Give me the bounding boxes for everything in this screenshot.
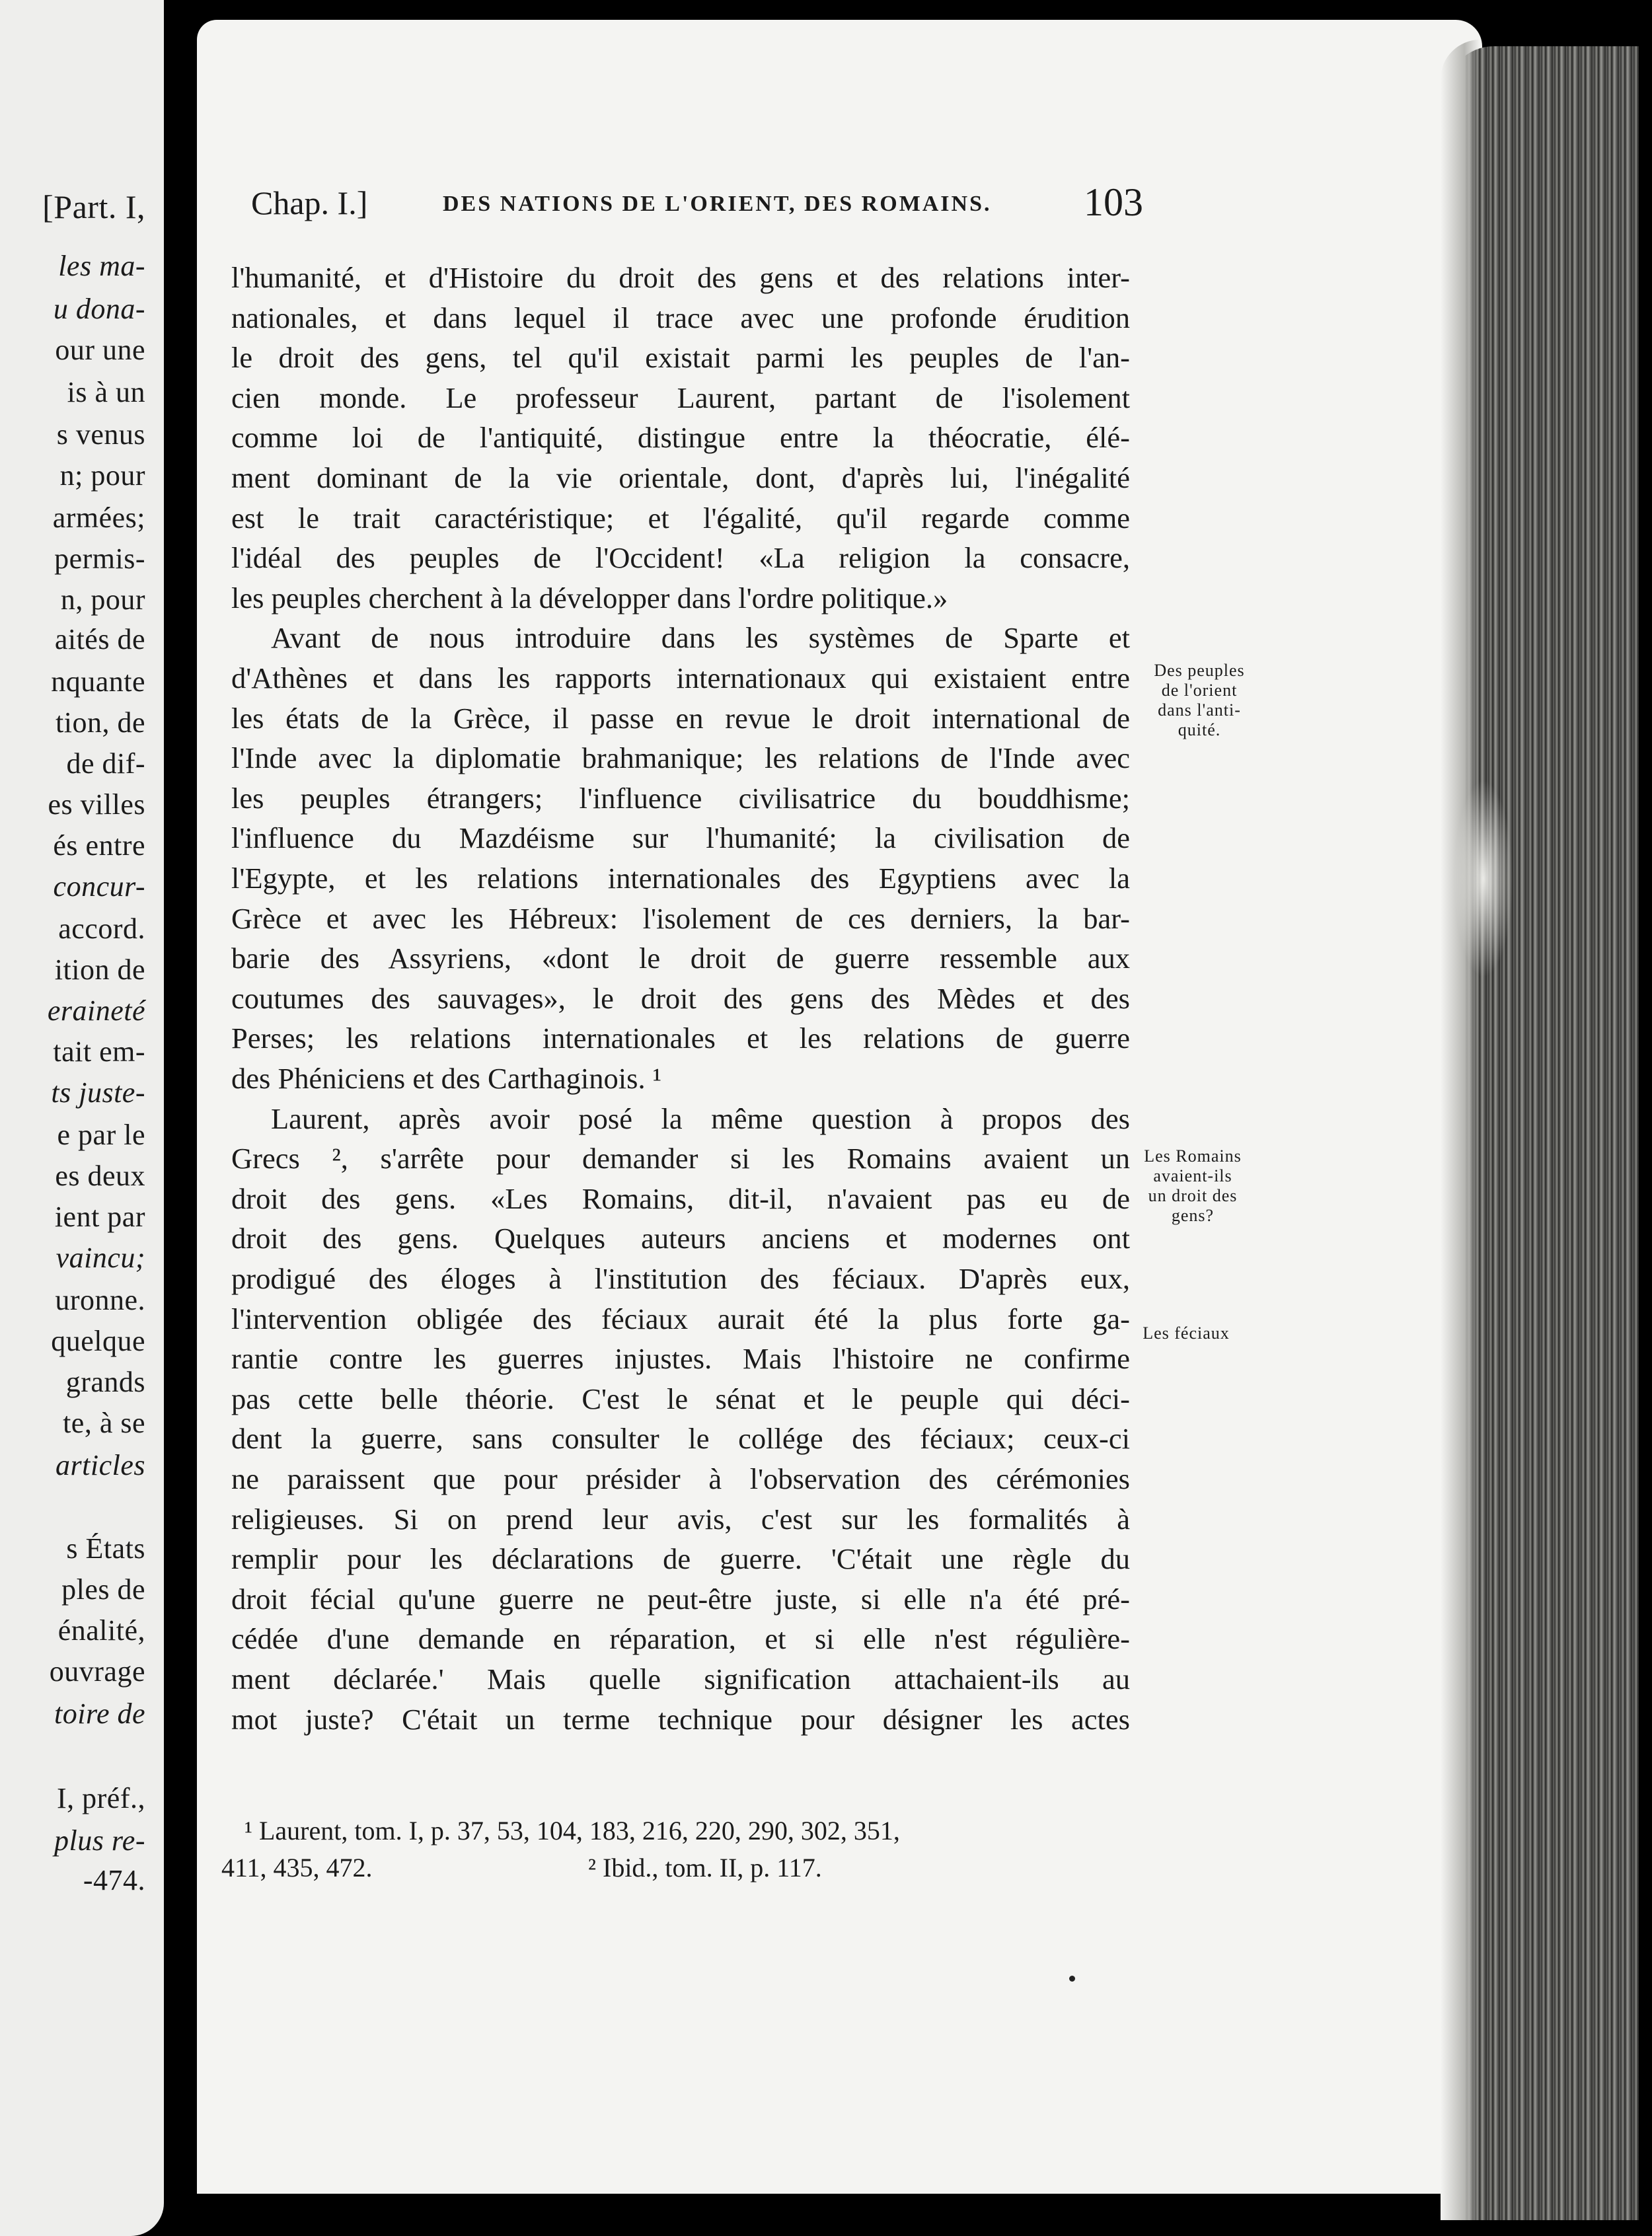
facing-page-line: s États [66, 1532, 145, 1565]
body-line: Laurent, après avoir posé la même question à propos des [271, 1101, 1130, 1135]
body-line: l'Egypte, et les relations internationales des Egyptiens avec la [231, 862, 1130, 895]
running-head-title: DES NATIONS DE L'ORIENT, DES ROMAINS. [443, 192, 992, 216]
facing-page-line: e par le [57, 1119, 145, 1151]
body-line: Perses; les relations internationales et les relations de guerre [231, 1022, 1130, 1055]
body-line: l'intervention obligée des féciaux aurait été la plus forte ga- [231, 1302, 1130, 1335]
facing-page-line: ts juste- [51, 1076, 145, 1109]
facing-page-line: tion, de [56, 706, 145, 739]
footnote-1: ¹ Laurent, tom. I, p. 37, 53, 104, 183, 216, 220, 290, 302, 351, [244, 1816, 900, 1845]
edge-glare [1454, 780, 1513, 978]
body-line: ne paraissent que pour présider à l'observation des cérémonies [231, 1462, 1130, 1495]
facing-page-line: eraineté [47, 994, 145, 1027]
body-line: l'idéal des peuples de l'Occident! «La religion la consacre, [231, 541, 1130, 575]
running-head-chapter: Chap. I.] [251, 184, 368, 221]
facing-page-line: es deux [55, 1160, 145, 1192]
facing-page-line: permis- [54, 542, 145, 575]
gloss-line: Des peuples [1154, 661, 1245, 680]
body-line: barie des Assyriens, «dont le droit de guerre ressemble aux [231, 942, 1130, 975]
body-line: cien monde. Le professeur Laurent, partant de l'isolement [231, 381, 1130, 414]
facing-page-line: our une [55, 334, 145, 366]
body-line: Avant de nous introduire dans les systèmes de Sparte et [271, 621, 1130, 655]
gloss-line: un droit des [1148, 1186, 1238, 1205]
gloss-line: dans l'anti- [1158, 700, 1241, 720]
body-line: droit des gens. «Les Romains, dit-il, n'avaient pas eu de [231, 1181, 1130, 1215]
facing-page-line: plus re- [54, 1824, 145, 1857]
facing-page-line: s venus [56, 418, 145, 451]
body-line: religieuses. Si on prend leur avis, c'est sur les formalités à [231, 1502, 1130, 1536]
body-line: est le trait caractéristique; et l'égalité, qu'il regarde comme [231, 501, 1130, 535]
body-line: l'Inde avec la diplomatie brahmanique; les relations de l'Inde avec [231, 741, 1130, 775]
facing-page-line: ples de [61, 1573, 145, 1606]
facing-page-line: és entre [53, 829, 145, 862]
body-line: Grèce et avec les Hébreux: l'isolement de ces derniers, la bar- [231, 901, 1130, 935]
facing-page-line: vaincu; [56, 1242, 145, 1274]
body-line: les peuples cherchent à la développer dans l'ordre politique.» [231, 581, 948, 615]
facing-page-line: de dif- [66, 747, 145, 780]
facing-page-line: énalité, [57, 1614, 145, 1647]
facing-page-line: te, à se [63, 1407, 145, 1439]
facing-page-line: [Part. I, [42, 188, 145, 225]
facing-page-line: ient par [54, 1201, 145, 1233]
gloss-line: Les Romains [1144, 1146, 1242, 1166]
body-line: mot juste? C'était un terme technique pour désigner les actes [231, 1702, 1130, 1736]
body-line: pas cette belle théorie. C'est le sénat et le peuple qui déci- [231, 1382, 1130, 1415]
facing-page-line: I, préf., [57, 1782, 145, 1814]
margin-gloss-romains [1120, 1146, 1265, 1226]
body-line: le droit des gens, tel qu'il existait parmi les peuples de l'an- [231, 341, 1130, 375]
body-line: les états de la Grèce, il passe en revue le droit international de [231, 701, 1130, 735]
page-speck [1069, 1976, 1075, 1982]
facing-page-line: tait em- [53, 1035, 145, 1068]
facing-page-line: u dona- [53, 293, 145, 325]
facing-page-line: aités de [54, 623, 145, 655]
facing-page-line: es villes [48, 788, 145, 821]
facing-page-line: concur- [53, 870, 145, 903]
gloss-line: avaient-ils [1153, 1166, 1232, 1185]
body-line: d'Athènes et dans les rapports internationaux qui existaient entre [231, 661, 1130, 694]
facing-page-line: uronne. [55, 1284, 145, 1316]
facing-page-line: les ma- [58, 250, 145, 282]
body-line: dent la guerre, sans consulter le collége des féciaux; ceux-ci [231, 1422, 1130, 1456]
gloss-line: gens? [1171, 1206, 1215, 1225]
page-number: 103 [1084, 180, 1143, 224]
body-line: comme loi de l'antiquité, distingue entre la théocratie, élé- [231, 421, 1130, 455]
body-line: l'influence du Mazdéisme sur l'humanité; la civilisation de [231, 821, 1130, 855]
body-line: l'humanité, et d'Histoire du droit des gens et des relations inter- [231, 261, 1130, 294]
body-line: rantie contre les guerres injustes. Mais l'histoire ne confirme [231, 1342, 1130, 1376]
body-line: ment dominant de la vie orientale, dont, d'après lui, l'inégalité [231, 461, 1130, 494]
body-line: coutumes des sauvages», le droit des gens des Mèdes et des [231, 981, 1130, 1015]
gloss-line: quité. [1178, 720, 1221, 739]
body-line: ment déclarée.' Mais quelle signification attachaient-ils au [231, 1662, 1130, 1696]
gloss-line: de l'orient [1161, 681, 1238, 700]
body-line: droit fécial qu'une guerre ne peut-être juste, si elle n'a été pré- [231, 1582, 1130, 1616]
facing-page-line: n, pour [60, 583, 145, 616]
facing-page-line: ouvrage [49, 1655, 145, 1688]
facing-page-line: quelque [51, 1325, 145, 1357]
page-curl-shadow [1441, 40, 1480, 2220]
body-line: remplir pour les déclarations de guerre. 'C'était une règle du [231, 1542, 1130, 1576]
facing-page-line: is à un [67, 376, 145, 408]
footnote-1-continued: 411, 435, 472. [221, 1853, 373, 1882]
facing-page-line: nquante [51, 665, 145, 698]
gloss-line: Les féciaux [1143, 1323, 1230, 1343]
body-line: droit des gens. Quelques auteurs anciens et modernes ont [231, 1222, 1130, 1255]
footnote-2: ² Ibid., tom. II, p. 117. [588, 1853, 822, 1882]
body-line: Grecs ², s'arrête pour demander si les Romains avaient un [231, 1142, 1130, 1175]
facing-page-line: ition de [54, 953, 145, 986]
margin-gloss-peuples-orient [1127, 661, 1272, 740]
facing-page-line: armées; [52, 502, 145, 534]
facing-page-line: -474. [83, 1864, 145, 1896]
margin-gloss-feciaux [1120, 1323, 1252, 1343]
body-line: cédée d'une demande en réparation, et si elle n'est régulière- [231, 1622, 1130, 1656]
facing-page-line: grands [65, 1366, 145, 1398]
body-line: prodigué des éloges à l'institution des féciaux. D'après eux, [231, 1262, 1130, 1295]
facing-page-line: articles [56, 1449, 145, 1481]
body-line: les peuples étrangers; l'influence civilisatrice du bouddhisme; [231, 781, 1130, 815]
body-line: des Phéniciens et des Carthaginois. ¹ [231, 1062, 662, 1095]
facing-page-line: toire de [54, 1697, 145, 1730]
facing-page-line: accord. [58, 913, 145, 945]
facing-page-line: n; pour [59, 459, 145, 492]
facing-page-fragment [0, 0, 164, 2236]
body-line: nationales, et dans lequel il trace avec une profonde érudition [231, 301, 1130, 334]
